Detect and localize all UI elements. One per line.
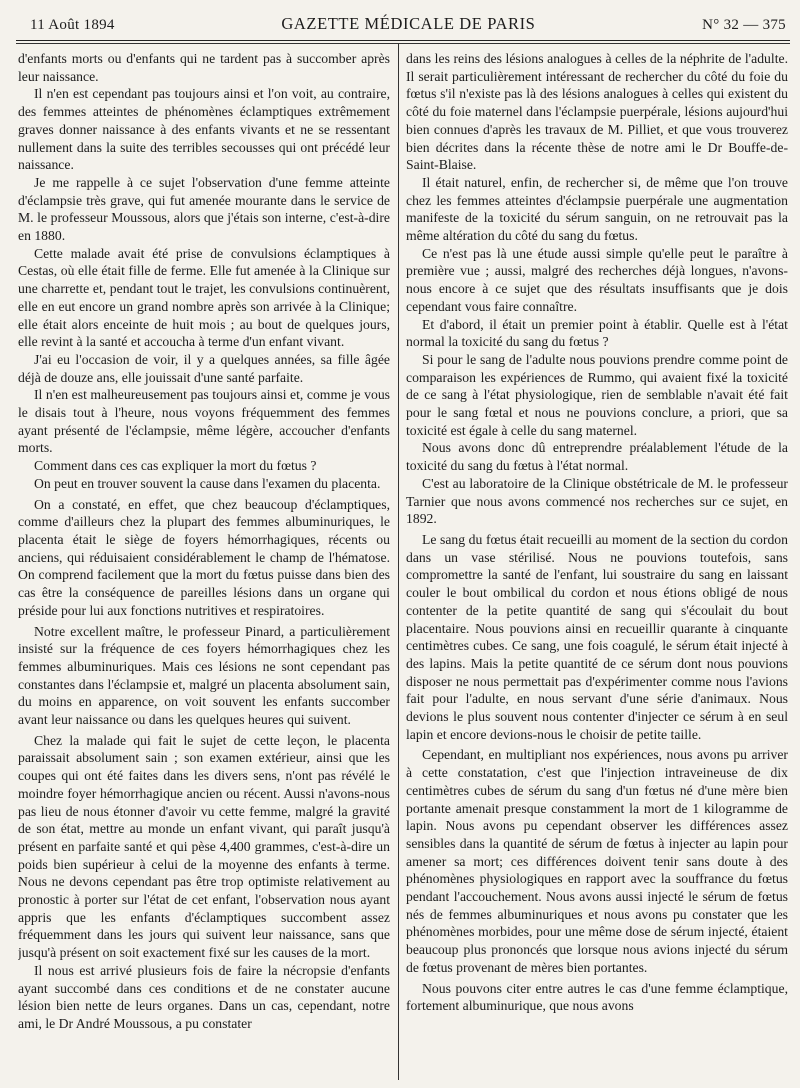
header-rule bbox=[16, 40, 790, 41]
right-column bbox=[406, 50, 788, 1082]
paragraph: Le sang du fœtus était recueilli au moment de la section du cordon dans un vase stérilisé. Nous ne pouvions toutefois, sans compromettre la santé de l'enfant, lui soustraire du sang en laissant couler le bout ombilical du cordon et nous étions obligé de nous contenter de la petite quantité de sang qui s'écoulait du bout placentaire. Nous pouvions ainsi en recueillir quarante à cinquante centimètres cubes. Ce sang, une fois coagulé, le sérum était injecté à des lapins. Mais la petite quantité de ce sérum dont nous pouvions disposer ne nous permettait pas d'expérimenter comme nous l'avions fait pour l'adulte, en nous servant d'une série d'animaux. Nous devions le plus souvent nous contenter d'injecter ce sérum à en seul lapin et encore devions-nous le choisir de petite taille. bbox=[406, 531, 788, 742]
paragraph: Notre excellent maître, le professeur Pinard, a particulièrement insisté sur la fréquence de ces foyers hémorrhagiques chez les femmes albuminuriques. Mais ces lésions ne sont cependant pas constantes dans l'éclampsie et, malgré un placenta absolument sain, du moins en apparence, on voit souvent les enfants succomber avant leur naissance ou dans les quelques heures qui suivent. bbox=[18, 623, 390, 728]
paragraph: On peut en trouver souvent la cause dans l'examen du placenta. bbox=[34, 475, 381, 491]
paragraph: Je me rappelle à ce sujet l'observation d'une femme atteinte d'éclampsie très grave, qui fut amenée mourante dans le service de M. le professeur Moussous, alors que j'étais son interne, c'est-à-dire en 1880. bbox=[18, 174, 390, 244]
page-header bbox=[30, 14, 786, 36]
paragraph: Ce n'est pas là une étude aussi simple qu'elle peut le paraître à première vue ; aussi, malgré des recherches déjà longues, n'avons-nous encore à ce sujet que des résultats insuffisants que je dois cependant vous faire connaître. bbox=[406, 245, 788, 314]
left-column bbox=[18, 50, 390, 1082]
paragraph: J'ai eu l'occasion de voir, il y a quelques années, sa fille âgée déjà de douze ans, elle jouissait d'une santé parfaite. bbox=[18, 351, 390, 385]
paragraph: Nous pouvons citer entre autres le cas d'une femme éclamptique, fortement albuminurique, que nous avons bbox=[406, 980, 788, 1014]
paragraph: Nous avons donc dû entreprendre préalablement l'étude de la toxicité du sang du fœtus à l'état normal. bbox=[406, 440, 788, 474]
paragraph: Il nous est arrivé plusieurs fois de faire la nécropsie d'enfants ayant succombé dans ces conditions et de ne constater aucune lésion bien nette de leurs organes. Dans un cas, cependant, notre ami, le Dr André Moussous, a pu constater bbox=[18, 962, 390, 1031]
paragraph: d'enfants morts ou d'enfants qui ne tardent pas à succomber après leur naissance. bbox=[18, 51, 390, 84]
paragraph: C'est au laboratoire de la Clinique obstétricale de M. le professeur Tarnier que nous avons commencé nos recherches sur ce sujet, en 1892. bbox=[406, 475, 788, 527]
paragraph: Cependant, en multipliant nos expériences, nous avons pu arriver à cette constatation, c'est que l'injection intraveineuse de dix centimètres cubes de sérum du sang d'un fœtus né d'une mère bien portante amenait presque constamment la mort de 1 kilogramme de lapin. Nous avons pu cependant observer les différences assez sensibles dans la quantité de sérum de fœtus à injecter au lapin pour amener sa mort; ces différences doivent tenir sans doute à des phénomènes physiologiques en rapport avec la souffrance du fœtus pendant l'accouchement. Nous avons aussi injecté le sérum de fœtus nés de femmes albuminuriques et nous avons pu constater que les phénomènes morbides, pour une même dose de sérum injecté, étaient beaucoup plus prononcés que lorsque nous avions injecté du sérum de fœtus provenant de mères bien portantes. bbox=[406, 747, 788, 975]
paragraph: Si pour le sang de l'adulte nous pouvions prendre comme point de comparaison les expériences de Rummo, qui avaient fixé la toxicité de ce sang à l'état physiologique, rien de semblable n'avait été fait pour le sang fœtal et nous ne pouvions conclure, a priori, que sa toxicité est égale à celle du sang maternel. bbox=[406, 351, 788, 438]
paragraph: Cette malade avait été prise de convulsions éclamptiques à Cestas, où elle était fille de ferme. Elle fut amenée à la Clinique sur une charrette et, pendant tout le trajet, les convulsions continuèrent, elle en eut encore un grand nombre après son arrivée à la Clinique; elle était alors enceinte de huit mois ; au bout de quelques jours, elle revint à la santé et accoucha à terme d'un enfant vivant. bbox=[18, 245, 390, 350]
paragraph: dans les reins des lésions analogues à celles de la néphrite de l'adulte. Il serait particulièrement intéressant de rechercher du côté du foie du fœtus s'il n'existe pas là des lésions analogues à celles qui existent du côté du foie maternel dans l'éclampsie puerpérale, lésions aujourd'hui bien connues d'après les travaux de M. Pilliet, et que vous trouverez bien décrites dans la récente thèse de notre ami le Dr Bouffe-de-Saint-Blaise. bbox=[406, 51, 788, 173]
journal-title: GAZETTE MÉDICALE DE PARIS bbox=[281, 14, 536, 33]
paragraph: Comment dans ces cas expliquer la mort du fœtus ? bbox=[34, 458, 317, 474]
paragraph: On a constaté, en effet, que chez beaucoup d'éclamptiques, comme d'ailleurs chez la plupart des femmes albuminuriques, le placenta était le siège de foyers hémorrhagiques, récents ou anciens, qui réduisaient considérablement le champ de l'hématose. On comprend facilement que la mort du fœtus puisse dans bien des cas être la conséquence de pareilles lésions dans un organe qui préside pour lui aux fonctions nutritives et respiratoires. bbox=[18, 496, 390, 618]
issue-date: 11 Août 1894 bbox=[30, 17, 115, 33]
page-number: N° 32 — 375 bbox=[702, 17, 786, 33]
paragraph: Il n'en est cependant pas toujours ainsi et l'on voit, au contraire, des femmes atteintes de phénomènes éclamptiques extrêmement graves donner naissance à des enfants vivants et ne se ressentant nullement dans la suite des terribles secousses qui ont précédé leur naissance. bbox=[18, 86, 390, 173]
paragraph: Et d'abord, il était un premier point à établir. Quelle est à l'état normal la toxicité du sang du fœtus ? bbox=[406, 316, 788, 350]
paragraph: Il était naturel, enfin, de rechercher si, de même que l'on trouve chez les femmes atteintes d'éclampsie puerpérale une augmentation manifeste de la toxicité du sérum sanguin, on ne retrouvait pas la même altération du côté du sang du fœtus. bbox=[406, 174, 788, 244]
column-divider bbox=[398, 44, 399, 1080]
paragraph: Chez la malade qui fait le sujet de cette leçon, le placenta paraissait absolument sain ; son examen extérieur, ainsi que les coupes qui ont été faites dans les divers sens, n'ont pas révélé le moindre foyer hémorrhagique ancien ou récent. Aussi n'avons-nous pas lieu de nous étonner d'avoir vu cette femme, malgré la gravité de son état, mettre au monde un enfant vivant, qui paraît jusqu'à présent en parfaite santé et qui pèse 4,400 grammes, c'est-à-dire un poids bien supérieur à celui de la moyenne des enfants à terme. Nous ne devons cependant pas être trop optimiste relativement au pronostic à porter sur l'état de cet enfant, l'observation nous ayant appris que les enfants d'éclamptiques succombent assez fréquemment dans les jours qui suivent leur naissance, sans que jusqu'à présent on soit exactement fixé sur les causes de la mort. bbox=[18, 732, 390, 961]
paragraph: Il n'en est malheureusement pas toujours ainsi et, comme je vous le disais tout à l'heure, nous voyons fréquemment des femmes ayant présenté de l'éclampsie, même légère, accoucher d'enfants morts. bbox=[18, 387, 390, 456]
header-rule-thin bbox=[16, 43, 790, 44]
